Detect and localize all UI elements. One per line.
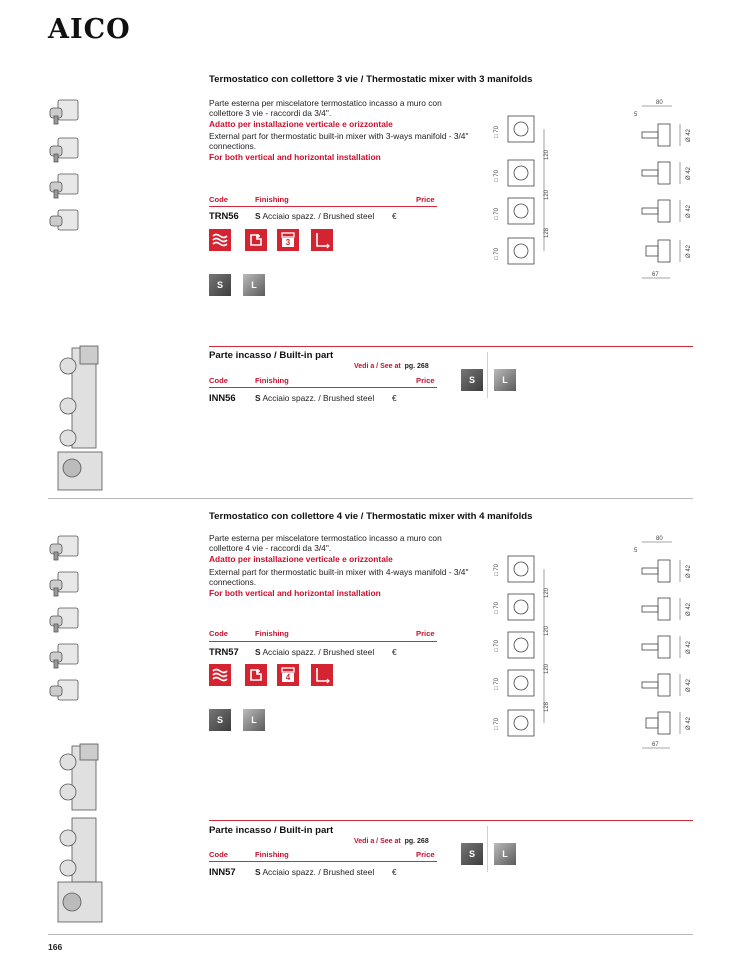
header-price: Price xyxy=(416,195,435,204)
dim-depth-label: 67 xyxy=(652,742,659,748)
description-en: External part for thermostatic built-in mixer with 4-ways manifold - 3/4" connections. For both vertical and horizontal installation xyxy=(209,567,469,598)
thermostatic-icon xyxy=(245,229,267,251)
divider xyxy=(209,861,437,862)
faucet-photo xyxy=(50,100,78,230)
dim-top-label: 80 xyxy=(656,100,663,106)
dim-square-label: □ 70 xyxy=(494,602,500,614)
brand-logo: AICO xyxy=(48,14,131,45)
finishing-value: S Acciaio spazz. / Brushed steel xyxy=(255,393,375,403)
price-currency: € xyxy=(392,393,397,403)
header-finishing: Finishing xyxy=(255,376,289,385)
divider xyxy=(209,641,437,642)
dim-diameter-label: Ø 42 xyxy=(686,204,692,218)
dim-square-label: □ 70 xyxy=(494,208,500,220)
dim-last-label: 128 xyxy=(544,227,550,238)
dim-square-label: □ 70 xyxy=(494,718,500,730)
finish-swatch-s[interactable]: S xyxy=(461,843,483,865)
builtin-photo-inn57 xyxy=(50,742,106,928)
see-at-reference: Vedi a / See at pg. 268 xyxy=(354,838,429,845)
dim-diameter-label: Ø 42 xyxy=(686,128,692,142)
header-code: Code xyxy=(209,850,228,859)
section-title: Termostatico con collettore 3 vie / Thermostatic mixer with 3 manifolds xyxy=(209,74,533,85)
finishing-value: S Acciaio spazz. / Brushed steel xyxy=(255,211,375,221)
front-view-drawing-trn57 xyxy=(490,546,562,746)
section-title: Termostatico con collettore 4 vie / Thermostatic mixer with 4 manifolds xyxy=(209,511,533,522)
dim-square-label: □ 70 xyxy=(494,248,500,260)
manifold-count-icon: 4 xyxy=(277,664,299,686)
see-at-reference: Vedi a / See at pg. 268 xyxy=(354,363,429,370)
orientation-icon xyxy=(311,229,333,251)
header-price: Price xyxy=(416,376,435,385)
dim-square-label: □ 70 xyxy=(494,640,500,652)
dim-spacing-label: 120 xyxy=(544,587,550,598)
header-code: Code xyxy=(209,195,228,204)
builtin-title: Parte incasso / Built-in part xyxy=(209,350,334,361)
builtin-photo-inn56 xyxy=(50,344,106,494)
section-divider xyxy=(48,498,693,499)
dim-spacing-label: 120 xyxy=(544,149,550,160)
divider xyxy=(487,826,488,872)
dim-spacing-label: 120 xyxy=(544,663,550,674)
divider xyxy=(487,352,488,398)
header-code: Code xyxy=(209,629,228,638)
orientation-icon xyxy=(311,664,333,686)
header-finishing: Finishing xyxy=(255,629,289,638)
finish-swatch-s[interactable]: S xyxy=(461,369,483,391)
water-flow-icon xyxy=(209,664,231,686)
header-finishing: Finishing xyxy=(255,850,289,859)
finish-swatch-s[interactable]: S xyxy=(209,274,231,296)
dim-top-label: 80 xyxy=(656,536,663,542)
dim-diameter-label: Ø 42 xyxy=(686,244,692,258)
manifold-count-icon: 3 xyxy=(277,229,299,251)
product-code: INN56 xyxy=(209,392,236,403)
description-it: Parte esterna per miscelatore termostatico incasso a muro con collettore 4 vie - raccordi da 3/4". Adatto per installazione verticale e orizzontale xyxy=(209,533,442,564)
dim-diameter-label: Ø 42 xyxy=(686,166,692,180)
page-number: 166 xyxy=(48,942,63,952)
dim-offset-label: 5 xyxy=(634,112,638,118)
product-code: TRN57 xyxy=(209,646,239,657)
finish-swatch-l[interactable]: L xyxy=(494,843,516,865)
builtin-title: Parte incasso / Built-in part xyxy=(209,825,334,836)
dim-offset-label: 5 xyxy=(634,548,638,554)
product-photos-trn57 xyxy=(46,532,86,708)
footer-divider xyxy=(48,934,693,935)
dim-spacing-label: 120 xyxy=(544,625,550,636)
divider xyxy=(209,820,693,821)
product-photos-trn56 xyxy=(46,96,86,236)
dim-square-label: □ 70 xyxy=(494,126,500,138)
description-en: External part for thermostatic built-in mixer with 3-ways manifold - 3/4" connections. For both vertical and horizontal installation xyxy=(209,131,469,162)
price-currency: € xyxy=(392,647,397,657)
dim-square-label: □ 70 xyxy=(494,564,500,576)
dim-diameter-label: Ø 42 xyxy=(686,640,692,654)
dim-square-label: □ 70 xyxy=(494,170,500,182)
dim-last-label: 128 xyxy=(544,701,550,712)
finish-swatch-l[interactable]: L xyxy=(494,369,516,391)
divider xyxy=(209,387,437,388)
dim-diameter-label: Ø 42 xyxy=(686,716,692,730)
description-it: Parte esterna per miscelatore termostatico incasso a muro con collettore 3 vie - raccordi da 3/4". Adatto per installazione verticale e orizzontale xyxy=(209,98,442,129)
dim-square-label: □ 70 xyxy=(494,678,500,690)
header-code: Code xyxy=(209,376,228,385)
finish-swatch-l[interactable]: L xyxy=(243,709,265,731)
header-price: Price xyxy=(416,629,435,638)
water-flow-icon xyxy=(209,229,231,251)
finish-swatch-s[interactable]: S xyxy=(209,709,231,731)
price-currency: € xyxy=(392,867,397,877)
dim-diameter-label: Ø 42 xyxy=(686,602,692,616)
product-code: INN57 xyxy=(209,866,236,877)
dim-diameter-label: Ø 42 xyxy=(686,564,692,578)
header-price: Price xyxy=(416,850,435,859)
thermostatic-icon xyxy=(245,664,267,686)
dim-spacing-label: 120 xyxy=(544,189,550,200)
dim-diameter-label: Ø 42 xyxy=(686,678,692,692)
side-view-drawing-trn56 xyxy=(632,96,702,286)
front-view-drawing-trn56 xyxy=(490,108,562,278)
product-code: TRN56 xyxy=(209,210,239,221)
price-currency: € xyxy=(392,211,397,221)
divider xyxy=(209,206,437,207)
header-finishing: Finishing xyxy=(255,195,289,204)
finishing-value: S Acciaio spazz. / Brushed steel xyxy=(255,867,375,877)
dim-depth-label: 67 xyxy=(652,272,659,278)
side-view-drawing-trn57 xyxy=(632,532,702,754)
finish-swatch-l[interactable]: L xyxy=(243,274,265,296)
finishing-value: S Acciaio spazz. / Brushed steel xyxy=(255,647,375,657)
divider xyxy=(209,346,693,347)
